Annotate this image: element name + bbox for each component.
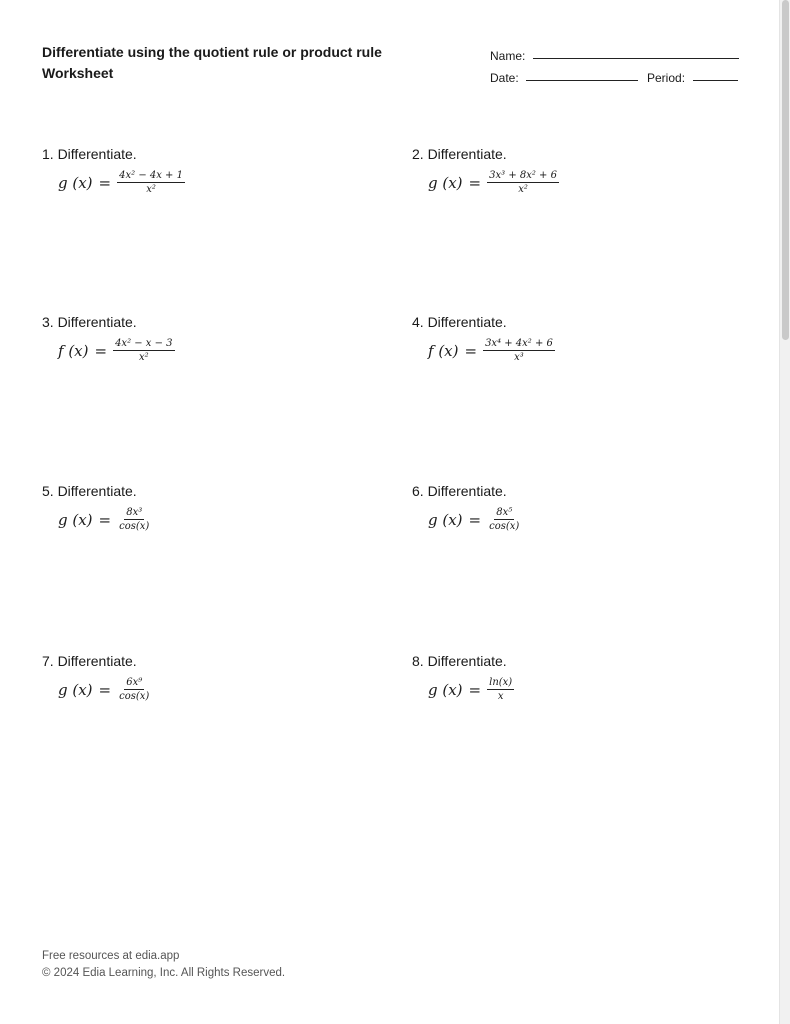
equals-sign: = <box>98 173 112 192</box>
function-name: g (x) <box>428 680 463 699</box>
denominator: cos(x) <box>489 521 520 532</box>
name-field-line[interactable] <box>533 58 739 59</box>
function-name: g (x) <box>58 680 93 699</box>
denominator: x² <box>146 184 156 195</box>
denominator: cos(x) <box>119 521 150 532</box>
problem-prompt: 4. Differentiate. <box>412 314 507 330</box>
date-field-line[interactable] <box>526 80 638 81</box>
fraction <box>113 338 175 363</box>
problem-prompt: 6. Differentiate. <box>412 483 507 499</box>
problem-prompt: 5. Differentiate. <box>42 483 137 499</box>
equals-sign: = <box>468 680 482 699</box>
fraction <box>117 677 151 702</box>
function-name: f (x) <box>58 341 89 360</box>
name-label: Name: <box>490 49 526 63</box>
scrollbar-thumb[interactable] <box>782 0 789 340</box>
numerator: 3x⁴ + 4x² + 6 <box>485 338 553 349</box>
problem-expression <box>428 677 742 702</box>
worksheet-title-block <box>42 42 422 84</box>
footer-resources-link[interactable]: Free resources at edia.app <box>42 950 180 962</box>
function-name: g (x) <box>428 173 463 192</box>
problem-4 <box>412 314 742 363</box>
fraction <box>487 677 514 702</box>
fraction <box>117 507 151 532</box>
denominator: cos(x) <box>119 691 150 702</box>
worksheet-title: Differentiate using the quotient rule or product rule <box>42 44 382 60</box>
denominator: x² <box>518 184 528 195</box>
fraction <box>483 338 555 363</box>
problem-2 <box>412 146 742 195</box>
equals-sign: = <box>98 680 112 699</box>
problem-expression <box>58 677 372 702</box>
problem-prompt: 7. Differentiate. <box>42 653 137 669</box>
problem-expression <box>58 507 372 532</box>
problem-prompt: 1. Differentiate. <box>42 146 137 162</box>
function-name: g (x) <box>58 173 93 192</box>
numerator: 6x⁹ <box>126 677 143 688</box>
numerator: 3x³ + 8x² + 6 <box>489 170 557 181</box>
equals-sign: = <box>98 510 112 529</box>
equals-sign: = <box>464 341 478 360</box>
problem-7 <box>42 653 372 702</box>
fraction <box>487 507 521 532</box>
problem-6 <box>412 483 742 532</box>
problem-8 <box>412 653 742 702</box>
problem-expression <box>428 338 742 363</box>
denominator: x <box>497 691 504 702</box>
denominator: x³ <box>514 352 524 363</box>
footer <box>42 948 285 982</box>
problem-1 <box>42 146 372 195</box>
numerator: 8x⁵ <box>496 507 513 518</box>
worksheet-subtitle: Worksheet <box>42 65 114 81</box>
problem-5 <box>42 483 372 532</box>
vertical-scrollbar[interactable] <box>779 0 790 1024</box>
problem-expression <box>428 170 742 195</box>
problem-expression <box>58 338 372 363</box>
equals-sign: = <box>94 341 108 360</box>
problem-expression <box>58 170 372 195</box>
function-name: g (x) <box>58 510 93 529</box>
date-label: Date: <box>490 71 519 85</box>
period-field-line[interactable] <box>693 80 738 81</box>
numerator: 4x² − x − 3 <box>115 338 173 349</box>
function-name: g (x) <box>428 510 463 529</box>
problem-expression <box>428 507 742 532</box>
footer-copyright: © 2024 Edia Learning, Inc. All Rights Reserved. <box>42 967 286 979</box>
numerator: ln(x) <box>489 677 513 688</box>
problem-3 <box>42 314 372 363</box>
equals-sign: = <box>468 173 482 192</box>
fraction <box>487 170 559 195</box>
numerator: 8x³ <box>126 507 143 518</box>
problem-prompt: 3. Differentiate. <box>42 314 137 330</box>
denominator: x² <box>138 352 149 363</box>
fraction <box>117 170 185 195</box>
problem-prompt: 2. Differentiate. <box>412 146 507 162</box>
period-label: Period: <box>647 71 686 85</box>
function-name: f (x) <box>428 341 459 360</box>
equals-sign: = <box>468 510 482 529</box>
numerator: 4x² − 4x + 1 <box>119 170 183 181</box>
problem-prompt: 8. Differentiate. <box>412 653 507 669</box>
